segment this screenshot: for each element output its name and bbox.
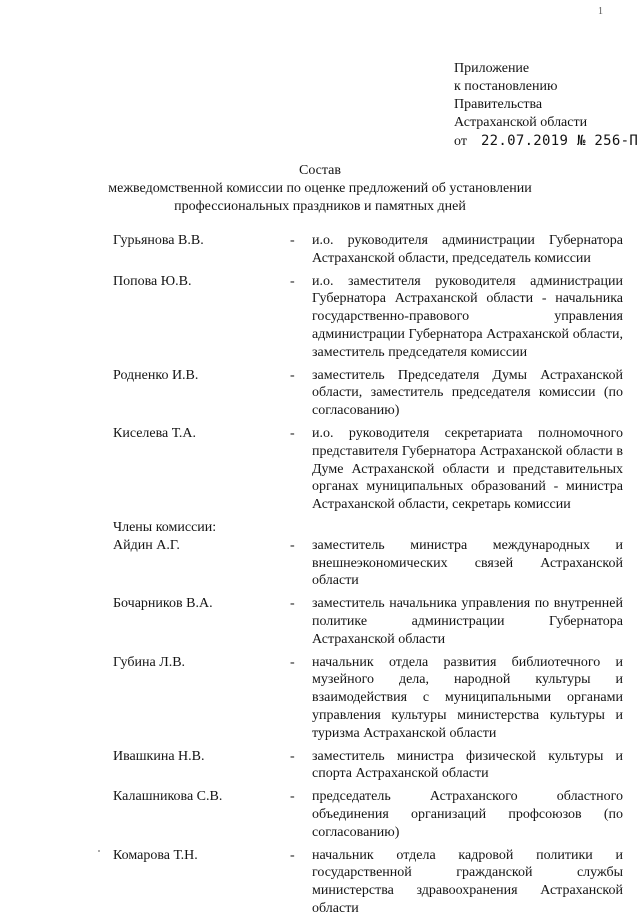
- member-dash: -: [290, 537, 295, 553]
- order-reference: [454, 132, 638, 151]
- member-dash: -: [290, 367, 295, 383]
- member-row: [113, 847, 623, 918]
- member-row: [113, 367, 623, 420]
- member-name: Киселева Т.А.: [113, 425, 197, 441]
- member-row: [113, 748, 623, 784]
- leadership-list: [113, 232, 623, 514]
- member-dash: -: [290, 233, 295, 248]
- member-name: Комарова Т.Н.: [113, 847, 198, 863]
- member-row: [113, 425, 623, 514]
- member-dash: -: [290, 748, 295, 764]
- member-dash: -: [290, 596, 295, 612]
- scan-speck: [98, 850, 100, 852]
- member-position: и.о. руководителя администрации Губернатора Астраханской области, председатель комиссии: [312, 233, 623, 266]
- member-position: начальник отдела развития библиотечного и музейного дела, народной культуры и взаимодействия с муниципальными органами управления культуры министерства культуры и туризма Астраханской области: [312, 654, 623, 741]
- order-date-number-stamp: 22.07.2019 № 256-П: [480, 133, 639, 149]
- member-dash: -: [290, 789, 295, 805]
- member-name: Айдин А.Г.: [113, 537, 180, 553]
- appendix-line: Астраханской области: [454, 115, 588, 130]
- member-dash: -: [290, 273, 295, 289]
- members-list: [113, 537, 623, 918]
- member-position: и.о. руководителя секретариата полномочного представителя Губернатора Астраханской области в Думе Астраханской области и представительных органах муниципальных образований - министра Астраханской области, секретарь комиссии: [312, 425, 623, 513]
- members-label: Члены комиссии:: [113, 519, 217, 535]
- member-name: Бочарников В.А.: [113, 596, 213, 612]
- member-row: [113, 537, 623, 590]
- member-name: Попова Ю.В.: [113, 273, 192, 289]
- member-name: Губина Л.В.: [113, 654, 186, 670]
- appendix-line: Правительства: [454, 97, 543, 112]
- member-position: и.о. заместителя руководителя администрации Губернатора Астраханской области - начальника государственно-правового управления администрации Губернатора Астраханской области, заместитель председателя комиссии: [312, 273, 623, 360]
- member-position: начальник отдела кадровой политики и государственной гражданской службы министерства здравоохранения Астраханской области: [312, 847, 623, 916]
- member-position: председатель Астраханского областного объединения организаций профсоюзов (по согласованию): [312, 789, 623, 840]
- order-prefix: от: [454, 134, 467, 149]
- member-row: [113, 654, 623, 743]
- member-name: Калашникова С.В.: [113, 789, 223, 805]
- appendix-line: к постановлению: [454, 79, 558, 94]
- member-dash: -: [290, 654, 295, 670]
- title-line: межведомственной комиссии по оценке предложений об установлении: [108, 181, 532, 196]
- member-position: заместитель начальника управления по внутренней политике администрации Губернатора Астраханской области: [312, 596, 623, 647]
- member-row: [113, 595, 623, 648]
- appendix-block: [454, 60, 638, 151]
- title-line: Состав: [298, 163, 341, 178]
- page-mark: 1: [598, 6, 603, 17]
- title-line: профессиональных праздников и памятных дней: [174, 199, 466, 214]
- member-position: заместитель министра международных и внешнеэкономических связей Астраханской области: [312, 537, 623, 589]
- member-dash: -: [290, 847, 295, 863]
- member-row: [113, 273, 623, 362]
- document-title: [0, 162, 640, 216]
- member-name: Ивашкина Н.В.: [113, 748, 205, 764]
- member-dash: -: [290, 425, 295, 441]
- member-position: заместитель Председателя Думы Астраханской области, заместитель председателя комиссии (по согласованию): [312, 367, 623, 419]
- member-row: [113, 788, 623, 841]
- member-position: заместитель министра физической культуры и спорта Астраханской области: [312, 748, 623, 782]
- commission-list: [113, 232, 623, 918]
- member-row: [113, 232, 623, 268]
- member-name: Родненко И.В.: [113, 367, 199, 383]
- member-name: Гурьянова В.В.: [113, 233, 204, 248]
- appendix-line: Приложение: [454, 61, 530, 76]
